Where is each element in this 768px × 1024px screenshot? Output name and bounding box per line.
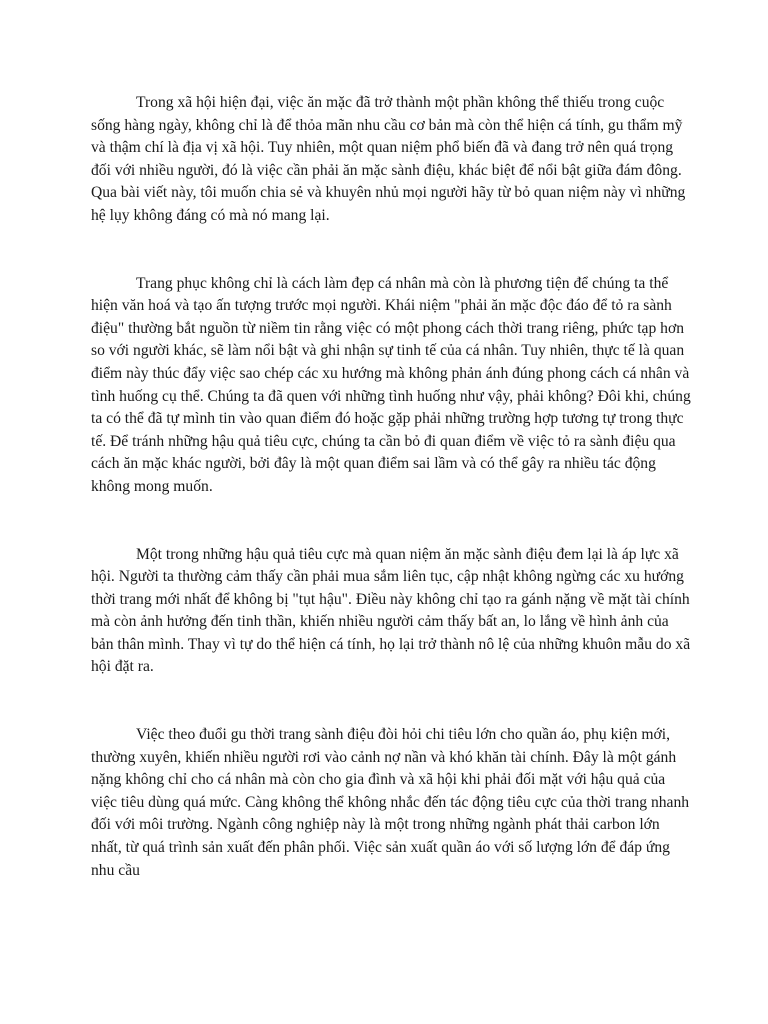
paragraph-intro: Trong xã hội hiện đại, việc ăn mặc đã trở thành một phần không thể thiếu trong cuộc sống hàng ngày, không chỉ là để thỏa mãn nhu cầu cơ bản mà còn thể hiện cá tính, gu thẩm mỹ và thậm chí là địa vị xã hội. Tuy nhiên, một quan niệm phổ biến đã và đang trở nên quá trọng đối với nhiều người, đó là việc cần phải ăn mặc sành điệu, khác biệt để nổi bật giữa đám đông. Qua bài viết này, tôi muốn chia sẻ và khuyên nhủ mọi người hãy từ bỏ quan niệm này vì những hệ lụy không đáng có mà nó mang lại. (91, 94, 686, 224)
paragraph-clothing-expression: Trang phục không chỉ là cách làm đẹp cá nhân mà còn là phương tiện để chúng ta thể hiện văn hoá và tạo ấn tượng trước mọi người. Khái niệm "phải ăn mặc độc đáo để tỏ ra sành điệu" thường bắt nguồn từ niềm tin rằng việc có một phong cách thời trang riêng, phức tạp hơn so với người khác, sẽ làm nổi bật và ghi nhận sự tinh tế của cá nhân. Tuy nhiên, thực tế là quan điểm này thúc đẩy việc sao chép các xu hướng mà không phản ánh đúng phong cách cá nhân và tình huống cụ thể. Chúng ta đã quen với những tình huống như vậy, phải không? Đôi khi, chúng ta có thể đã tự mình tin vào quan điểm đó hoặc gặp phải những trường hợp tương tự trong thực tế. Để tránh những hậu quả tiêu cực, chúng ta cần bỏ đi quan điểm về việc tỏ ra sành điệu qua cách ăn mặc khác người, bởi đây là một quan điểm sai lầm và có thể gây ra nhiều tác động không mong muốn. (91, 274, 691, 495)
document-body (91, 92, 691, 882)
paragraph-social-pressure: Một trong những hậu quả tiêu cực mà quan niệm ăn mặc sành điệu đem lại là áp lực xã hội. Người ta thường cảm thấy cần phải mua sắm liên tục, cập nhật không ngừng các xu hướng thời trang mới nhất để không bị "tụt hậu". Điều này không chỉ tạo ra gánh nặng về mặt tài chính mà còn ảnh hưởng đến tinh thần, khiến nhiều người cảm thấy bất an, lo lắng về hình ảnh của bản thân mình. Thay vì tự do thể hiện cá tính, họ lại trở thành nô lệ của những khuôn mẫu do xã hội đặt ra. (91, 545, 691, 676)
paragraph-financial-environment: Việc theo đuổi gu thời trang sành điệu đòi hỏi chi tiêu lớn cho quần áo, phụ kiện mới, thường xuyên, khiến nhiều người rơi vào cảnh nợ nần và khó khăn tài chính. Đây là một gánh nặng không chỉ cho cá nhân mà còn cho gia đình và xã hội khi phải đối mặt với hậu quả của việc tiêu dùng quá mức. Càng không thể không nhắc đến tác động tiêu cực của thời trang nhanh đối với môi trường. Ngành công nghiệp này là một trong những ngành phát thải carbon lớn nhất, từ quá trình sản xuất đến phân phối. Việc sản xuất quần áo với số lượng lớn để đáp ứng nhu cầu (91, 726, 690, 879)
